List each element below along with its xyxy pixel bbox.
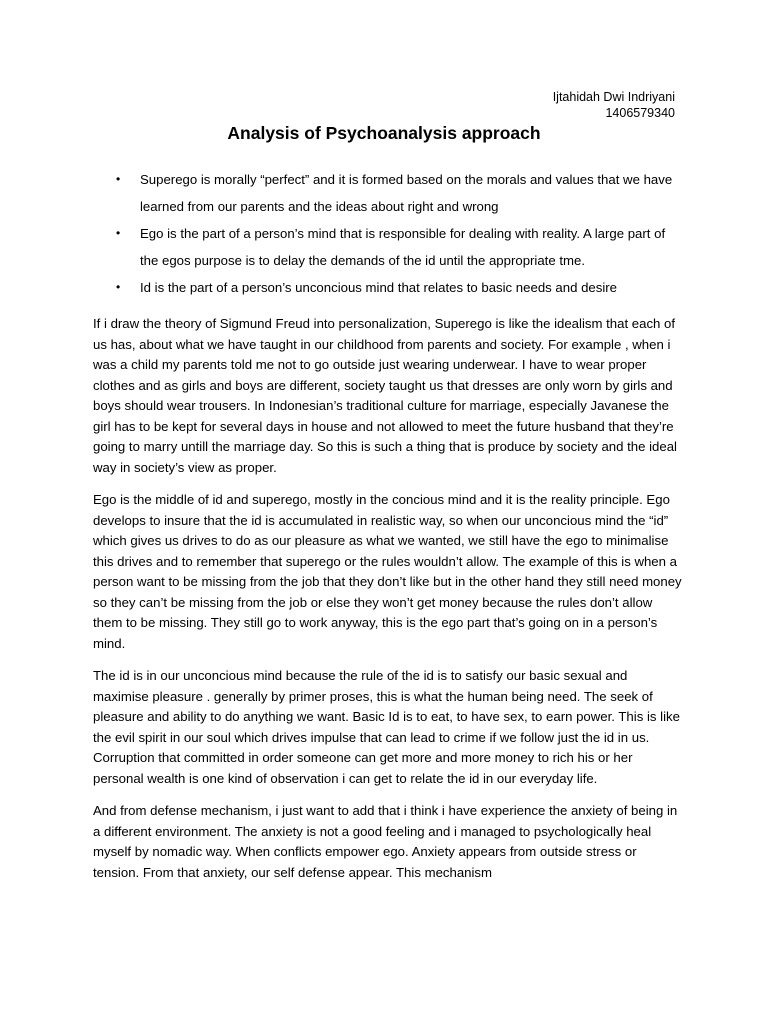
document-title: Analysis of Psychoanalysis approach <box>227 123 541 143</box>
body-text <box>93 314 683 895</box>
bullet-text: Ego is the part of a person’s mind that is responsible for dealing with reality. A large part of the egos purpose is to delay the demands of the id until the appropriate tme. <box>140 226 666 268</box>
paragraph-ego: Ego is the middle of id and superego, mostly in the concious mind and it is the reality principle. Ego develops to insure that the id is accumulated in realistic way, so when our unconcious mind the “id” which gives us drives to do as our pleasure as what we wanted, we still have the ego to minimalise this drives and to remember that superego or the rules wouldn’t allow. The example of this is when a person want to be missing from the job that they don’t like but in the other hand they still need money so they can’t be missing from the job or else they won’t get money because the rules don’t allow them to be missing. They still go to work anyway, this is the ego part that’s going on in a person’s mind. <box>93 492 682 651</box>
bullet-dot-icon: • <box>116 280 121 294</box>
bullet-list <box>116 166 676 301</box>
bullet-item <box>116 220 676 274</box>
paragraph-defense-mechanism: And from defense mechanism, i just want to add that i think i have experience the anxiety of being in a different environment. The anxiety is not a good feeling and i managed to psychologically heal myself by nomadic way. When conflicts empower ego. Anxiety appears from outside stress or tension. From that anxiety, our self defense appear. This mechanism <box>93 803 678 880</box>
bullet-dot-icon: • <box>116 226 121 240</box>
student-id: 1406579340 <box>605 106 675 120</box>
author-name: Ijtahidah Dwi Indriyani <box>552 90 675 104</box>
bullet-text: Id is the part of a person’s unconcious mind that relates to basic needs and desire <box>140 280 617 295</box>
bullet-text: Superego is morally “perfect” and it is formed based on the morals and values that we have learned from our parents and the ideas about right and wrong <box>140 172 673 214</box>
paragraph-superego: If i draw the theory of Sigmund Freud into personalization, Superego is like the idealism that each of us has, about what we have taught in our childhood from parents and society. For example , when i was a child my parents told me not to go outside just wearing underwear. I have to wear proper clothes and as girls and boys are different, society taught us that dresses are only worn by girls and boys should wear trousers. In Indonesian’s traditional culture for marriage, especially Javanese the girl has to be kept for several days in house and not allowed to meet the future husband that they’re going to marry untill the marriage day. So this is such a thing that is produce by society and the ideal way in society’s view as proper. <box>93 316 677 475</box>
bullet-item <box>116 166 676 220</box>
bullet-item <box>116 274 676 301</box>
author-block <box>553 89 675 121</box>
paragraph-id: The id is in our unconcious mind because the rule of the id is to satisfy our basic sexual and maximise pleasure . generally by primer proses, this is what the human being need. The seek of pleasure and ability to do anything we want. Basic Id is to eat, to have sex, to earn power. This is like the evil spirit in our soul which drives impulse that can lead to crime if we follow just the id in us. Corruption that committed in order someone can get more and more money to rich his or her personal wealth is one kind of observation i can get to relate the id in our everyday life. <box>93 668 680 786</box>
bullet-dot-icon: • <box>116 172 121 186</box>
